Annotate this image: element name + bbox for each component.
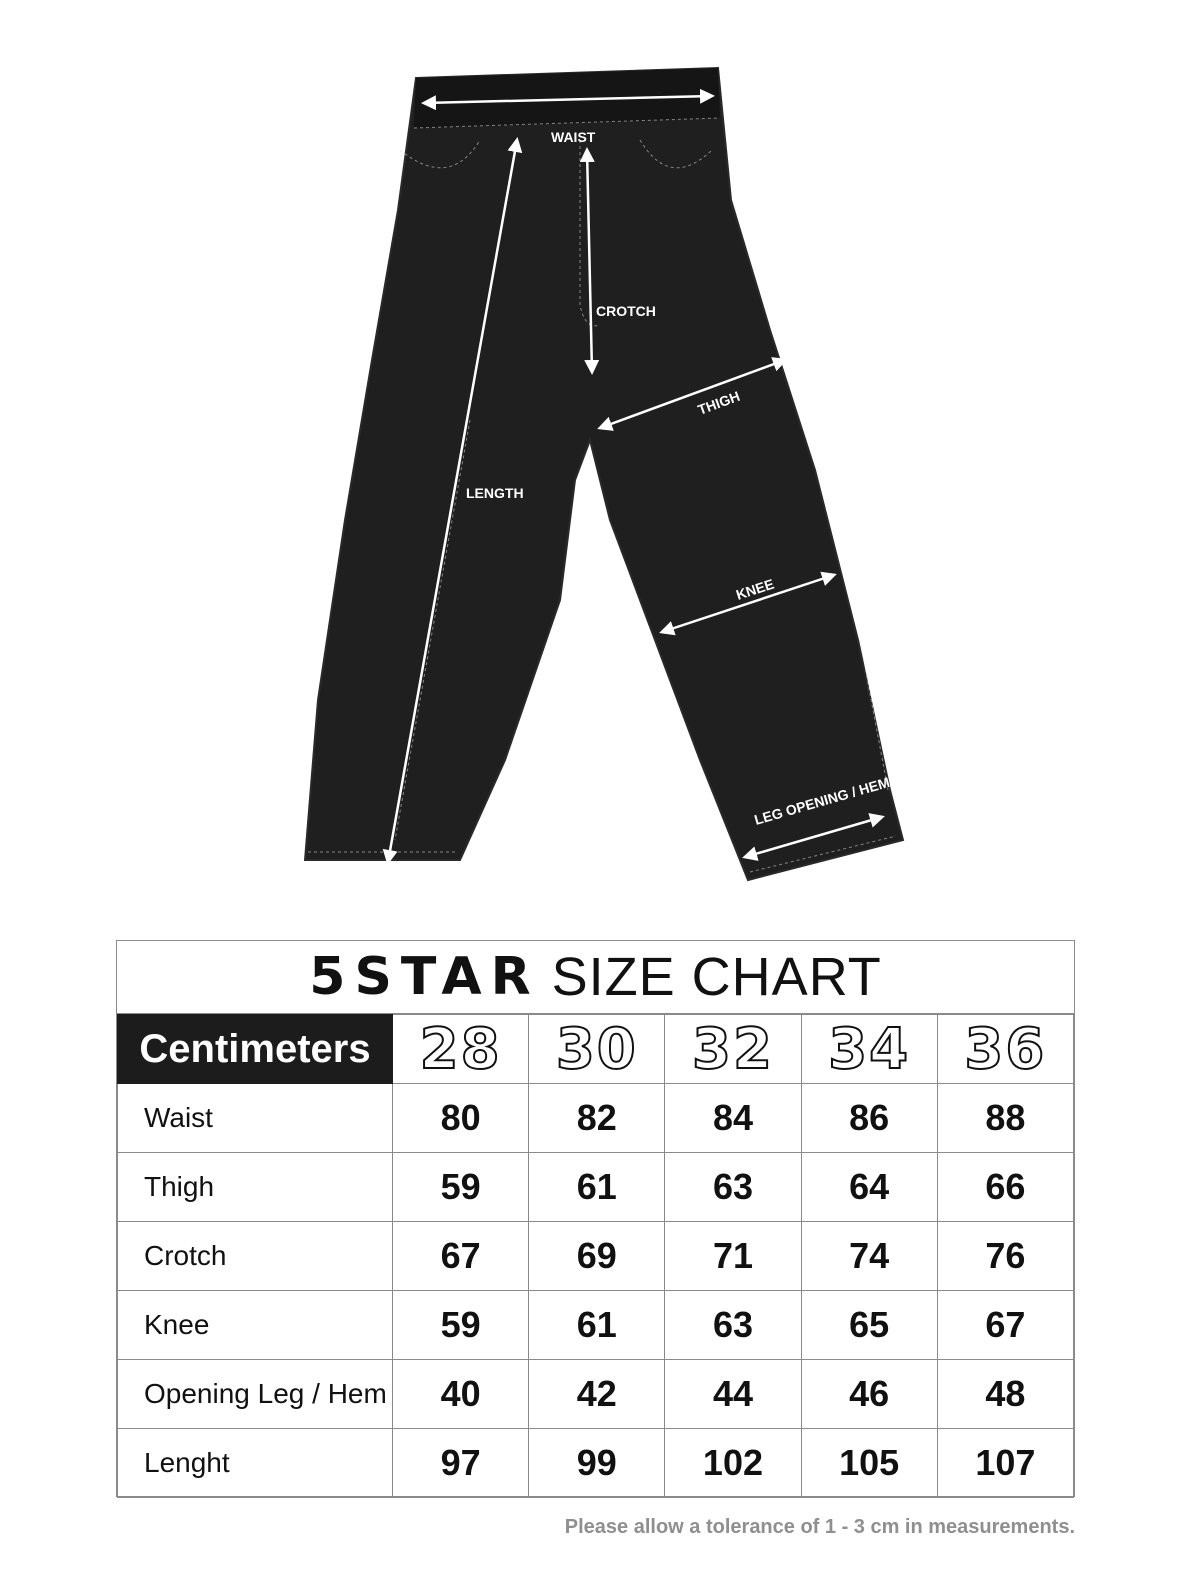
table-cell: 84 — [665, 1084, 801, 1153]
table-cell: 76 — [937, 1222, 1073, 1291]
table-row-hem — [118, 1360, 1074, 1429]
jeans-shape — [305, 68, 903, 880]
table-cell: 69 — [529, 1222, 665, 1291]
table-cell: 63 — [665, 1291, 801, 1360]
row-label: Opening Leg / Hem — [118, 1360, 393, 1429]
table-cell: 63 — [665, 1153, 801, 1222]
row-label: Thigh — [118, 1153, 393, 1222]
table-cell: 42 — [529, 1360, 665, 1429]
knee-label: KNEE — [733, 575, 776, 603]
row-label: Crotch — [118, 1222, 393, 1291]
table-cell: 82 — [529, 1084, 665, 1153]
table-row-crotch — [118, 1222, 1074, 1291]
table-cell: 61 — [529, 1291, 665, 1360]
unit-header: Centimeters — [118, 1015, 393, 1084]
table-cell: 61 — [529, 1153, 665, 1222]
table-cell: 64 — [801, 1153, 937, 1222]
table-row-waist — [118, 1084, 1074, 1153]
chart-title: SIZE CHART — [551, 947, 882, 1007]
tolerance-note: Please allow a tolerance of 1 - 3 cm in measurements. — [564, 1516, 1075, 1538]
table-row-length — [118, 1429, 1074, 1498]
brand-logo: 5STAR — [309, 947, 540, 1007]
table-cell: 86 — [801, 1084, 937, 1153]
size-header-30: 30 — [529, 1015, 665, 1084]
table-cell: 74 — [801, 1222, 937, 1291]
table-cell: 67 — [393, 1222, 529, 1291]
thigh-label: THIGH — [695, 387, 742, 418]
table-cell: 80 — [393, 1084, 529, 1153]
row-label: Knee — [118, 1291, 393, 1360]
table-cell: 59 — [393, 1291, 529, 1360]
waist-label: WAIST — [551, 129, 596, 145]
table-cell: 65 — [801, 1291, 937, 1360]
table-cell: 97 — [393, 1429, 529, 1498]
size-table — [117, 1014, 1074, 1498]
length-label: LENGTH — [466, 485, 524, 501]
size-header-34: 34 — [801, 1015, 937, 1084]
size-header-36: 36 — [937, 1015, 1073, 1084]
size-header-28: 28 — [393, 1015, 529, 1084]
table-cell: 99 — [529, 1429, 665, 1498]
crotch-label: CROTCH — [596, 303, 656, 319]
table-header-row — [118, 1015, 1074, 1084]
row-label: Waist — [118, 1084, 393, 1153]
table-cell: 66 — [937, 1153, 1073, 1222]
table-cell: 71 — [665, 1222, 801, 1291]
table-cell: 88 — [937, 1084, 1073, 1153]
row-label: Lenght — [118, 1429, 393, 1498]
table-cell: 40 — [393, 1360, 529, 1429]
size-header-32: 32 — [665, 1015, 801, 1084]
hem-label: LEG OPENING / HEM — [752, 773, 892, 828]
table-cell: 48 — [937, 1360, 1073, 1429]
size-chart-title — [117, 941, 1074, 1014]
table-row-knee — [118, 1291, 1074, 1360]
table-cell: 105 — [801, 1429, 937, 1498]
table-cell: 44 — [665, 1360, 801, 1429]
size-chart — [116, 940, 1075, 1497]
table-cell: 59 — [393, 1153, 529, 1222]
table-cell: 67 — [937, 1291, 1073, 1360]
table-cell: 107 — [937, 1429, 1073, 1498]
table-cell: 102 — [665, 1429, 801, 1498]
table-row-thigh — [118, 1153, 1074, 1222]
table-cell: 46 — [801, 1360, 937, 1429]
